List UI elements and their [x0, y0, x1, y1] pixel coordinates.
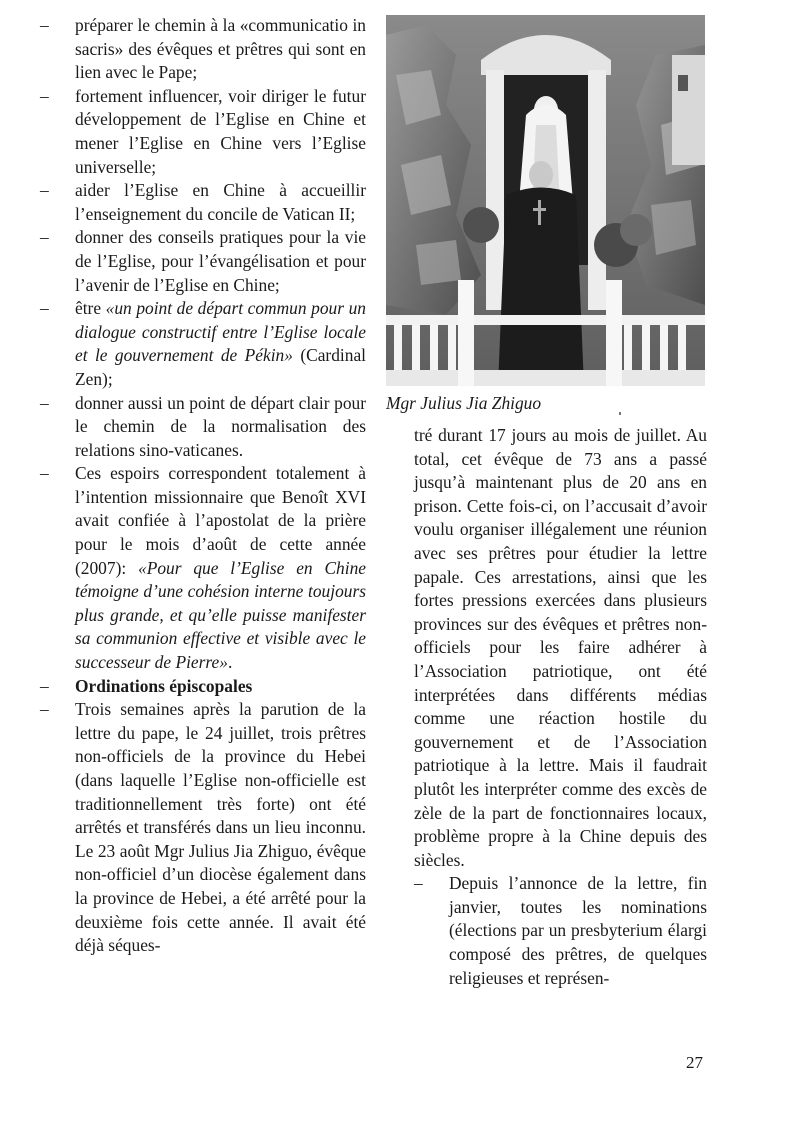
quote-prayer-intention: «Pour que l’Eglise en Chine témoigne d’une cohésion interne toujours plus grande, et qu’elle puisse manifester sa communion effective et visible avec le successeur de Pierre»	[75, 557, 366, 673]
list-item	[40, 179, 366, 226]
list-item-text: Trois semaines après la parution de la lettre du pape, le 24 juillet, trois prêtres non-officiels de la province du Hebei (dans laquelle l’Eglise non-officielle est traditionnellement très forte) ont été arrêtés et transférés dans un lieu inconnu. Le 23 août Mgr Julius Jia Zhiguo, évêque non-officiel d’un diocèse également dans la province de Hebei, a été arrêté pour la deuxième fois cette année. Il avait été déjà séques-	[75, 699, 366, 956]
list-item	[40, 85, 366, 179]
list-dash: –	[40, 227, 49, 248]
list-item-prefix: Ces espoirs correspondent totalement à l’intention missionnaire que Benoît XVI avait confiée à l’apostolat de la prière pour le mois d’août de cette année (2007):	[75, 463, 366, 578]
list-dash: –	[40, 15, 49, 35]
list-item	[40, 226, 366, 297]
list-item-text: Depuis l’annonce de la lettre, fin janvier, toutes les nominations (élections par un presbyterium élargi composé des prêtres, de quelques religieuses et représen-	[449, 873, 707, 988]
list-item-suffix: .	[227, 652, 233, 673]
list-item-text: aider l’Eglise en Chine à accueillir l’enseignement du concile de Vatican II;	[75, 180, 366, 224]
list-item-text: préparer le chemin à la «communicatio in sacris» des évêques et prêtres qui sont en lien avec le Pape;	[75, 15, 366, 83]
grotto-illustration	[386, 15, 705, 386]
list-item	[40, 462, 366, 674]
list-item	[40, 297, 366, 391]
list-dash: –	[40, 463, 49, 484]
list-item-heading	[40, 675, 366, 699]
continuation-paragraph: tré durant 17 jours au mois de juillet. Au total, cet évêque de 73 ans a passé jusqu’à maintenant plus de 20 ans en prison. Cette fois-ci, on l’accusait d’avoir voulu organiser illégalement une réunion avec ses prêtres pour étudier la lettre papale. Ces arrestations, ainsi que les fortes pressions exercées dans plusieurs provinces sur des évêques et prêtres non-officiels pour les faire adhérer à l’Association patriotique, ont été interprétées dans différents médias comme une réaction hostile du gouvernement et de l’Association patriotique à la lettre. Mais il faudrait plutôt les interpréter comme des excès de zèle de la part de fonctionnaires locaux, problème propre à la Chine depuis des siècles.	[414, 425, 707, 870]
list-dash: –	[40, 675, 49, 696]
list-item-text: donner aussi un point de départ clair pour le chemin de la normalisation des relations sino-vaticanes.	[75, 392, 366, 460]
left-column	[40, 14, 366, 958]
list-dash: –	[40, 85, 49, 106]
list-dash: –	[40, 180, 49, 201]
section-heading: Ordinations épiscopales	[75, 675, 253, 696]
list-item-prefix: être	[75, 298, 106, 319]
bishop-photo	[386, 15, 705, 386]
list-dash: –	[40, 392, 49, 413]
list-item	[40, 14, 366, 85]
list-item-suffix: (Cardinal Zen);	[75, 345, 366, 389]
list-dash: –	[40, 699, 49, 720]
photo-caption: Mgr Julius Jia Zhiguo	[386, 393, 542, 413]
list-dash: –	[414, 873, 423, 894]
list-item-text: donner des conseils pratiques pour la vie de l’Eglise, pour l’évangélisation et pour l’avenir de l’Eglise en Chine;	[75, 227, 366, 295]
list-item	[40, 698, 366, 958]
right-column	[414, 424, 707, 990]
quote-zen: «un point de départ commun pour un dialogue constructif entre l’Eglise locale et le gouvernement de Pékin»	[75, 298, 366, 366]
list-dash: –	[40, 298, 49, 319]
list-item-text: fortement influencer, voir diriger le futur développement de l’Eglise en Chine et mener l’Eglise en Chine vers l’Eglise universelle;	[75, 85, 366, 177]
scan-speck	[619, 412, 621, 415]
page-number: 27	[686, 1053, 703, 1072]
list-item	[414, 872, 707, 990]
list-item	[40, 392, 366, 463]
